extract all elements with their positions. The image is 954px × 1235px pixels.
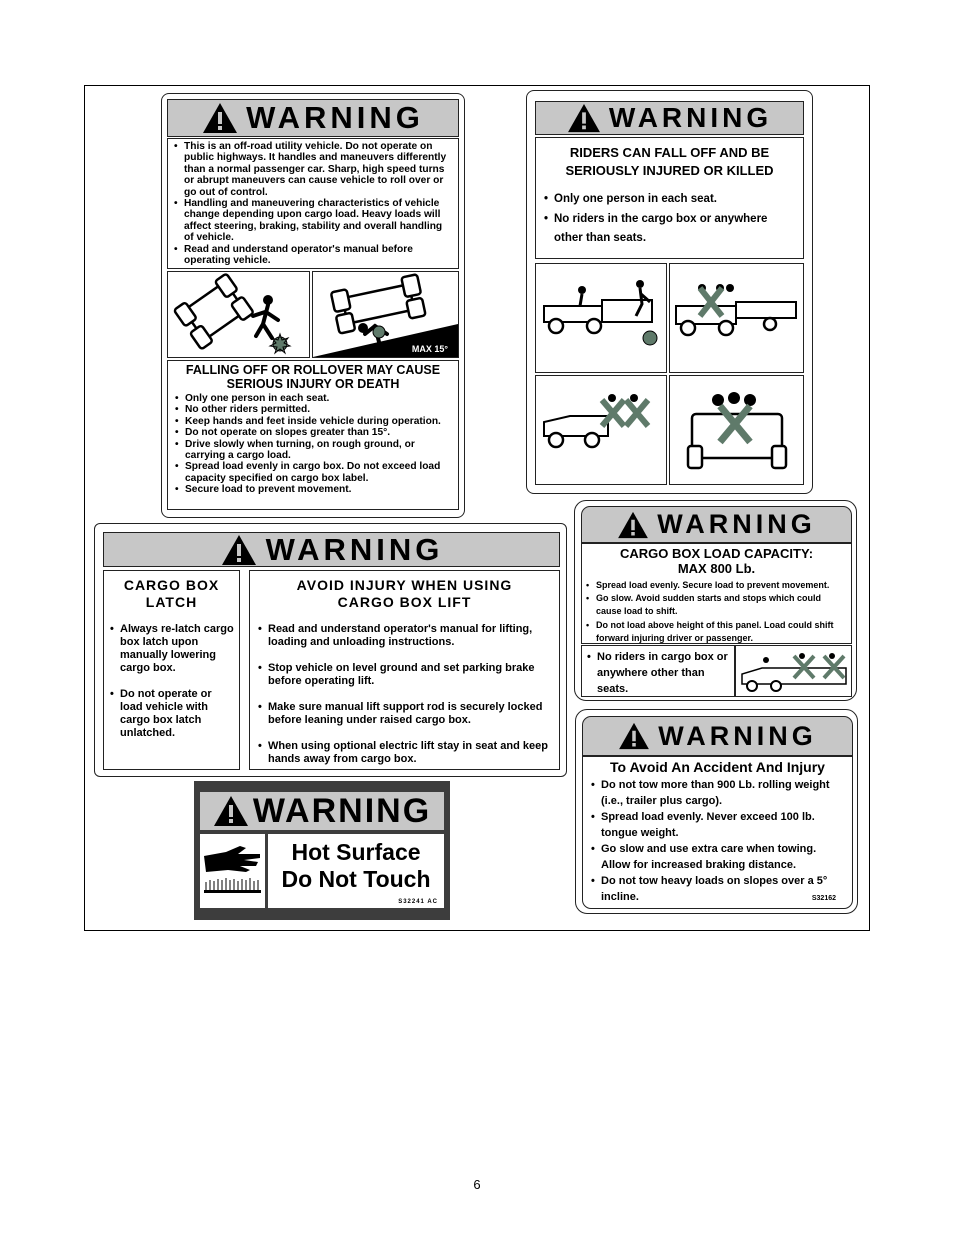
riders-subheading: RIDERS CAN FALL OFF AND BE SERIOUSLY INJURED OR KILLED	[565, 145, 774, 178]
list-item: • Stop vehicle on level ground and set parking brake before operating lift.	[256, 662, 553, 688]
warning-triangle-icon	[213, 795, 249, 827]
list-item: • Always re-latch cargo box latch upon manually lowering cargo box.	[108, 623, 235, 675]
riders-pictogram-3	[535, 375, 667, 485]
riders-pictogram-2	[669, 263, 804, 373]
list-item: • Secure load to prevent movement.	[173, 484, 453, 495]
towing-subheading: To Avoid An Accident And Injury	[610, 759, 825, 775]
intro-text-box	[167, 138, 459, 269]
part-number: S32162	[811, 895, 836, 902]
list-item: • Go slow. Avoid sudden starts and stops which could cause load to shift.	[584, 592, 849, 618]
warning-triangle-icon	[202, 102, 238, 134]
utility-vehicle-no-riders-icon	[736, 646, 851, 696]
list-item: • Make sure manual lift support rod is securely locked before leaning under raised cargo box.	[256, 701, 553, 727]
list-item: • Do not operate or load vehicle with cargo box latch unlatched.	[108, 688, 235, 740]
riders-pictogram-1	[535, 263, 667, 373]
hot-surface-line-2: Do Not Touch	[281, 866, 431, 892]
slope-limit-label: MAX 15°	[411, 344, 448, 354]
warning-header-text: WARNING	[246, 100, 424, 135]
warning-triangle-icon	[617, 511, 649, 539]
list-item: • No riders in the cargo box or anywhere other than seats.	[542, 210, 797, 249]
cargo-latch-title: CARGO BOX LATCH	[123, 577, 220, 610]
hot-surface-line-1: Hot Surface	[291, 839, 421, 865]
list-item: • Do not tow heavy loads on slopes over a 5° incline.	[589, 873, 846, 905]
list-item: • No riders in cargo box or anywhere other than seats.	[585, 649, 731, 697]
utility-vehicle-rear-icon	[670, 376, 803, 484]
vehicle-rollover-icon	[168, 272, 309, 357]
list-item: • Read and understand operator's manual before operating vehicle.	[172, 244, 454, 267]
decal-load-capacity-warning	[574, 500, 857, 701]
decal-riders-warning	[526, 90, 813, 494]
hot-surface-pictogram	[200, 834, 265, 908]
rollover-text-box	[167, 360, 459, 510]
warning-header-text: WARNING	[658, 720, 817, 751]
list-item: • Only one person in each seat.	[542, 190, 797, 210]
warning-header-text: WARNING	[657, 509, 816, 539]
list-item: • No other riders permitted.	[173, 404, 453, 415]
list-item: • Do not load above height of this panel. Load could shift forward injuring driver or passenger.	[584, 619, 849, 645]
list-item: • Read and understand operator's manual for lifting, loading and unloading instructions.	[256, 623, 553, 649]
towing-text-box	[582, 756, 853, 909]
riders-text-box	[535, 137, 804, 259]
list-item: • Do not tow more than 900 Lb. rolling weight (i.e., trailer plus cargo).	[589, 777, 846, 809]
decal-towing-warning	[575, 709, 858, 914]
page-number: 6	[473, 1177, 481, 1192]
riders-pictogram-4	[669, 375, 804, 485]
cargo-latch-box	[103, 570, 240, 770]
no-riders-text-box	[581, 645, 735, 697]
cargo-lift-title: AVOID INJURY WHEN USING CARGO BOX LIFT	[296, 577, 513, 610]
list-item: • Do not operate on slopes greater than 15°.	[173, 427, 453, 438]
warning-header-text: WARNING	[608, 102, 773, 133]
cargo-lift-box	[249, 570, 560, 770]
list-item: • Go slow and use extra care when towing. Allow for increased braking distance.	[589, 841, 846, 873]
warning-header-text: WARNING	[265, 531, 444, 567]
list-item: • Spread load evenly. Never exceed 100 lb. tongue weight.	[589, 809, 846, 841]
list-item: • Only one person in each seat.	[173, 393, 453, 404]
warning-triangle-icon	[618, 722, 650, 750]
warning-header	[200, 792, 444, 830]
slope-pictogram	[312, 271, 459, 358]
warning-header	[535, 101, 804, 135]
utility-vehicle-no-riders-icon	[536, 376, 666, 484]
warning-triangle-icon	[567, 103, 601, 133]
decal-offroad-warning	[161, 93, 465, 518]
list-item: • Handling and maneuvering characteristics of vehicle change depending upon cargo load. Heavy loads will affect steering, braking, stability and overall handling of vehicle.	[172, 198, 454, 244]
list-item: • Spread load evenly in cargo box. Do not exceed load capacity specified on cargo box label.	[173, 461, 453, 484]
part-number: S32241 AC	[398, 899, 438, 905]
warning-header	[582, 716, 853, 756]
warning-header	[581, 506, 852, 543]
decal-hot-surface	[194, 781, 450, 920]
warning-header	[167, 99, 459, 137]
decal-cargo-lift-warning	[94, 523, 567, 777]
load-capacity-subheading: CARGO BOX LOAD CAPACITY: MAX 800 Lb.	[619, 546, 814, 576]
rollover-subheading: FALLING OFF OR ROLLOVER MAY CAUSE SERIOUS INJURY OR DEATH	[185, 363, 441, 391]
hot-surface-text-panel	[268, 834, 444, 908]
list-item: • Drive slowly when turning, on rough ground, or carrying a cargo load.	[173, 439, 453, 462]
warning-triangle-icon	[220, 534, 258, 566]
rollover-pictogram	[167, 271, 310, 358]
list-item: • When using optional electric lift stay in seat and keep hands away from cargo box.	[256, 740, 553, 766]
no-riders-pictogram	[735, 645, 852, 697]
list-item: • This is an off-road utility vehicle. Do not operate on public highways. It handles and maneuvers differently than a normal passenger car. Sharp, high speed turns or abrupt maneuvers can cause vehicle to roll over or go out of control.	[172, 141, 454, 198]
list-item: • Keep hands and feet inside vehicle during operation.	[173, 416, 453, 427]
warning-header-text: WARNING	[252, 791, 432, 830]
utility-vehicle-no-riders-icon	[670, 264, 803, 372]
hand-heat-icon	[200, 834, 265, 908]
load-capacity-text-box	[581, 543, 852, 644]
warning-header	[103, 532, 560, 567]
utility-vehicle-icon	[536, 264, 666, 372]
list-item: • Spread load evenly. Secure load to prevent movement.	[584, 579, 849, 592]
